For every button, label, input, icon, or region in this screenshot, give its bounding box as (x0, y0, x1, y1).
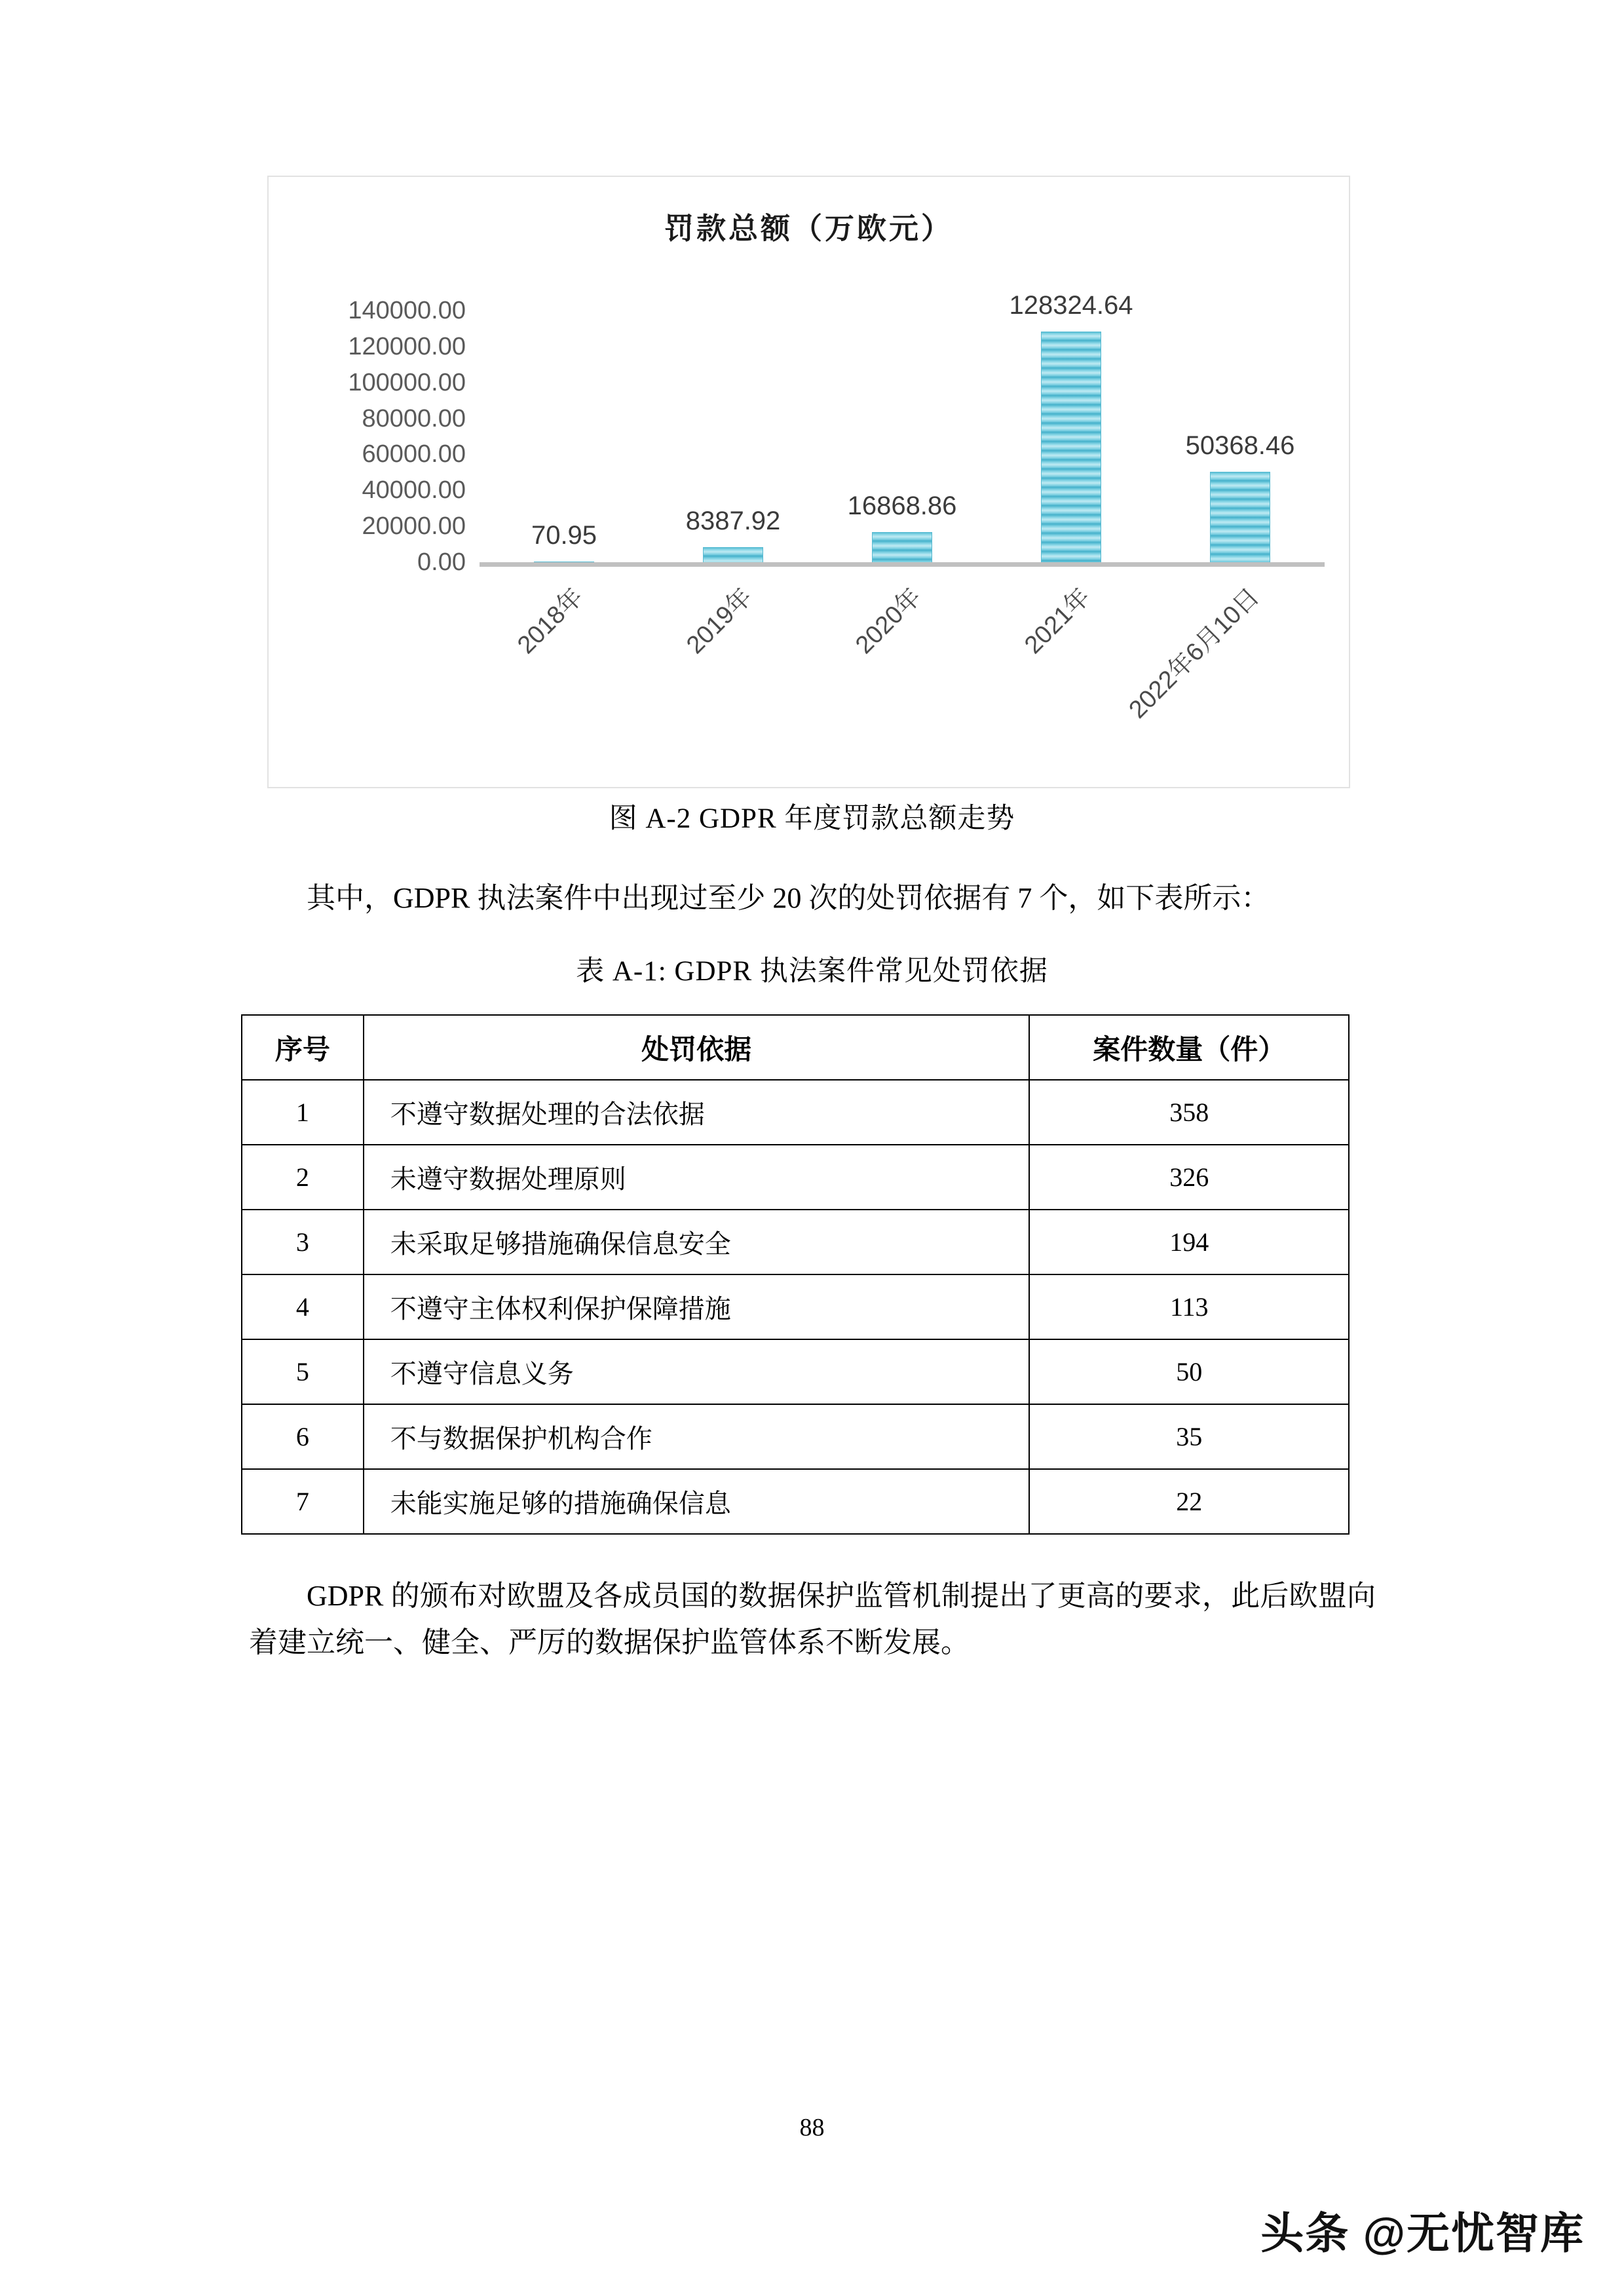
table-row (242, 1210, 1349, 1274)
table-row (242, 1469, 1349, 1534)
x-axis-tick-label: 2018年 (512, 583, 589, 660)
table-header-row (242, 1015, 1349, 1080)
cell-index: 7 (242, 1469, 364, 1534)
chart-figure (267, 176, 1350, 788)
chart-bar (703, 547, 763, 562)
x-axis-tick-label: 2022年6月10日 (1124, 583, 1265, 724)
chart-bar-value-label: 70.95 (531, 521, 597, 550)
x-axis-tick-label: 2021年 (1019, 583, 1096, 660)
cell-count: 113 (1029, 1274, 1349, 1339)
chart-bar-value-label: 50368.46 (1185, 430, 1295, 460)
table-caption: 表 A-1: GDPR 执法案件常见处罚依据 (576, 956, 1048, 987)
y-axis-tick-label: 120000.00 (348, 332, 466, 360)
cell-count: 358 (1029, 1080, 1349, 1145)
y-axis-tick-label: 80000.00 (362, 404, 466, 432)
cell-index: 3 (242, 1210, 364, 1274)
cell-basis: 未能实施足够的措施确保信息 (364, 1469, 1030, 1534)
page-number: 88 (799, 2114, 825, 2141)
y-axis-tick-label: 0.00 (417, 548, 466, 576)
cell-basis: 不与数据保护机构合作 (364, 1404, 1030, 1469)
x-axis-tick-label: 2020年 (850, 583, 927, 660)
body-paragraph-1: 其中，GDPR 执法案件中出现过至少 20 次的处罚依据有 7 个，如下表所示： (307, 882, 1270, 914)
cell-count: 326 (1029, 1145, 1349, 1210)
body-paragraph-2: GDPR 的颁布对欧盟及各成员国的数据保护监管机制提出了更高的要求，此后欧盟向着建立统一、健全、严厉的数据保护监管体系不断发展。 (249, 1580, 1376, 1659)
y-axis-tick-label: 20000.00 (362, 512, 466, 541)
y-axis-tick-label: 40000.00 (362, 476, 466, 505)
table-row (242, 1274, 1349, 1339)
table-header-index: 序号 (242, 1015, 364, 1080)
cell-count: 22 (1029, 1469, 1349, 1534)
cell-basis: 不遵守数据处理的合法依据 (364, 1080, 1030, 1145)
chart-plot-area (269, 177, 1349, 787)
x-axis-line (480, 562, 1325, 567)
table-row (242, 1339, 1349, 1404)
cell-index: 6 (242, 1404, 364, 1469)
cell-basis: 不遵守主体权利保护保障措施 (364, 1274, 1030, 1339)
cell-count: 50 (1029, 1339, 1349, 1404)
chart-bar (1041, 332, 1101, 562)
cell-basis: 不遵守信息义务 (364, 1339, 1030, 1404)
table-row (242, 1404, 1349, 1469)
penalty-basis-table (241, 1014, 1350, 1535)
y-axis-tick-label: 140000.00 (348, 297, 466, 324)
chart-bar-value-label: 16868.86 (847, 491, 957, 520)
cell-count: 194 (1029, 1210, 1349, 1274)
chart-bar (1210, 472, 1270, 562)
cell-basis: 未遵守数据处理原则 (364, 1145, 1030, 1210)
table-row (242, 1145, 1349, 1210)
x-axis-tick-label: 2019年 (681, 583, 758, 660)
cell-index: 5 (242, 1339, 364, 1404)
cell-index: 4 (242, 1274, 364, 1339)
watermark-label: 头条 @无忧智库 (1260, 2209, 1585, 2257)
chart-bar-value-label: 128324.64 (1009, 291, 1133, 320)
cell-index: 2 (242, 1145, 364, 1210)
cell-count: 35 (1029, 1404, 1349, 1469)
table-row (242, 1080, 1349, 1145)
table-header-count: 案件数量（件） (1029, 1015, 1349, 1080)
cell-basis: 未采取足够措施确保信息安全 (364, 1210, 1030, 1274)
y-axis-tick-label: 60000.00 (362, 440, 466, 469)
figure-caption: 图 A-2 GDPR 年度罚款总额走势 (609, 803, 1015, 834)
chart-bar-value-label: 8387.92 (685, 507, 781, 535)
chart-title: 罚款总额（万欧元） (664, 212, 953, 245)
chart-bar (872, 532, 932, 562)
y-axis-tick-label: 100000.00 (348, 368, 466, 396)
table-header-basis: 处罚依据 (364, 1015, 1030, 1080)
cell-index: 1 (242, 1080, 364, 1145)
